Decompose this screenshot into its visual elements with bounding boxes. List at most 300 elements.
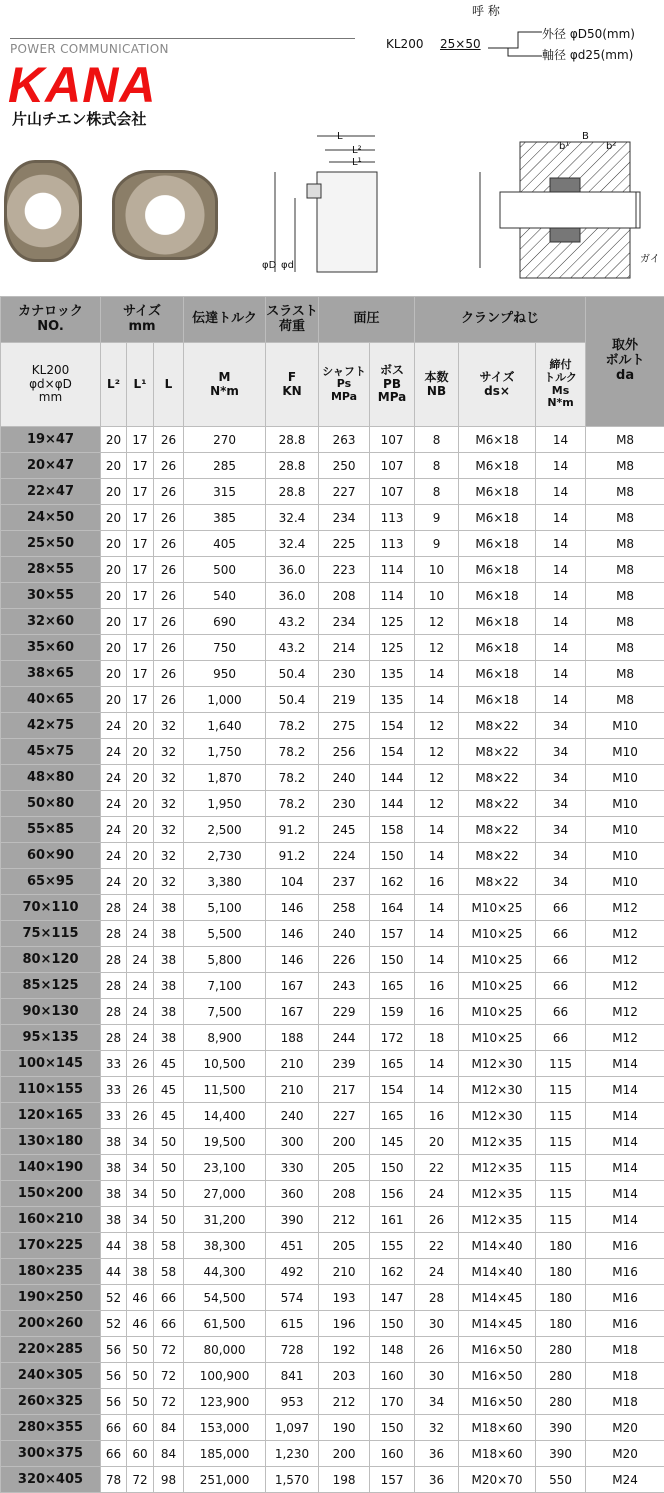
cell-thrust-f: 104 <box>266 869 319 895</box>
cell-thrust-f: 28.8 <box>266 479 319 505</box>
cell-l1: 20 <box>127 739 154 765</box>
table-row <box>1 1337 664 1363</box>
cell-pressure-pb: 107 <box>370 453 415 479</box>
cell-screw-count: 12 <box>415 791 459 817</box>
cell-l: 45 <box>154 1051 184 1077</box>
cell-torque-m: 950 <box>184 661 266 687</box>
cell-tightening-torque: 14 <box>536 531 586 557</box>
cell-pressure-pb: 113 <box>370 531 415 557</box>
cell-thrust-f: 728 <box>266 1337 319 1363</box>
cell-torque-m: 19,500 <box>184 1129 266 1155</box>
cell-pressure-pb: 165 <box>370 1051 415 1077</box>
cell-l2: 20 <box>101 609 127 635</box>
cell-kanalock-no: 80×120 <box>1 947 101 973</box>
cell-screw-size: M16×50 <box>459 1337 536 1363</box>
cell-l: 45 <box>154 1103 184 1129</box>
cell-kanalock-no: 220×285 <box>1 1337 101 1363</box>
cell-l1: 46 <box>127 1285 154 1311</box>
cell-l2: 24 <box>101 869 127 895</box>
cell-pressure-ps: 190 <box>319 1415 370 1441</box>
cell-tightening-torque: 66 <box>536 895 586 921</box>
cell-kanalock-no: 100×145 <box>1 1051 101 1077</box>
cell-l2: 38 <box>101 1129 127 1155</box>
cell-l: 32 <box>154 817 184 843</box>
cell-tightening-torque: 115 <box>536 1129 586 1155</box>
product-photo-front <box>4 160 82 262</box>
cell-removal-bolt: M14 <box>586 1181 664 1207</box>
cell-pressure-pb: 157 <box>370 921 415 947</box>
cell-screw-size: M14×45 <box>459 1285 536 1311</box>
cell-thrust-f: 28.8 <box>266 427 319 453</box>
cell-l2: 38 <box>101 1207 127 1233</box>
cell-l: 26 <box>154 609 184 635</box>
cell-l: 50 <box>154 1155 184 1181</box>
cell-screw-count: 20 <box>415 1129 459 1155</box>
table-row <box>1 1389 664 1415</box>
cell-screw-count: 16 <box>415 869 459 895</box>
cell-kanalock-no: 95×135 <box>1 1025 101 1051</box>
col-kanalock-no: カナロック NO. <box>1 297 101 343</box>
cell-pressure-ps: 196 <box>319 1311 370 1337</box>
cell-screw-size: M12×30 <box>459 1051 536 1077</box>
cell-screw-size: M18×60 <box>459 1441 536 1467</box>
cell-torque-m: 750 <box>184 635 266 661</box>
cell-thrust-f: 50.4 <box>266 661 319 687</box>
cell-kanalock-no: 240×305 <box>1 1363 101 1389</box>
cell-tightening-torque: 280 <box>536 1337 586 1363</box>
cell-kanalock-no: 130×180 <box>1 1129 101 1155</box>
cell-pressure-ps: 205 <box>319 1155 370 1181</box>
cell-torque-m: 1,870 <box>184 765 266 791</box>
cell-kanalock-no: 200×260 <box>1 1311 101 1337</box>
cell-torque-m: 44,300 <box>184 1259 266 1285</box>
cell-screw-size: M6×18 <box>459 479 536 505</box>
cell-thrust-f: 492 <box>266 1259 319 1285</box>
cell-removal-bolt: M14 <box>586 1051 664 1077</box>
cell-screw-count: 16 <box>415 999 459 1025</box>
cell-l1: 24 <box>127 999 154 1025</box>
cell-kanalock-no: 28×55 <box>1 557 101 583</box>
cell-l2: 20 <box>101 427 127 453</box>
cell-thrust-f: 240 <box>266 1103 319 1129</box>
cell-l2: 66 <box>101 1441 127 1467</box>
col-thrust: スラスト 荷重 <box>266 297 319 343</box>
cell-l2: 33 <box>101 1051 127 1077</box>
cell-screw-count: 28 <box>415 1285 459 1311</box>
cell-l: 58 <box>154 1233 184 1259</box>
cell-screw-count: 18 <box>415 1025 459 1051</box>
cell-pressure-pb: 125 <box>370 635 415 661</box>
cell-l1: 24 <box>127 947 154 973</box>
cell-l2: 56 <box>101 1389 127 1415</box>
cell-pressure-pb: 164 <box>370 895 415 921</box>
brand-logo: KANA <box>8 56 156 114</box>
cell-tightening-torque: 34 <box>536 843 586 869</box>
cell-kanalock-no: 55×85 <box>1 817 101 843</box>
cell-l1: 34 <box>127 1207 154 1233</box>
cell-removal-bolt: M14 <box>586 1103 664 1129</box>
cell-pressure-pb: 154 <box>370 1077 415 1103</box>
cell-pressure-pb: 159 <box>370 999 415 1025</box>
nominal-dimension: 25×50 <box>440 37 481 51</box>
cell-removal-bolt: M16 <box>586 1233 664 1259</box>
table-row <box>1 1077 664 1103</box>
cell-screw-size: M10×25 <box>459 999 536 1025</box>
cell-l1: 46 <box>127 1311 154 1337</box>
cell-l: 26 <box>154 479 184 505</box>
cell-pressure-ps: 229 <box>319 999 370 1025</box>
cell-thrust-f: 188 <box>266 1025 319 1051</box>
cell-l1: 17 <box>127 453 154 479</box>
cell-pressure-pb: 150 <box>370 1415 415 1441</box>
cell-screw-count: 9 <box>415 505 459 531</box>
cell-tightening-torque: 14 <box>536 479 586 505</box>
cell-pressure-pb: 158 <box>370 817 415 843</box>
table-row <box>1 1311 664 1337</box>
cell-pressure-pb: 144 <box>370 791 415 817</box>
cell-l: 84 <box>154 1415 184 1441</box>
cell-screw-size: M8×22 <box>459 739 536 765</box>
cell-pressure-ps: 230 <box>319 791 370 817</box>
cell-tightening-torque: 14 <box>536 609 586 635</box>
cell-pressure-ps: 227 <box>319 479 370 505</box>
cell-pressure-pb: 113 <box>370 505 415 531</box>
cell-kanalock-no: 50×80 <box>1 791 101 817</box>
cell-l1: 20 <box>127 869 154 895</box>
cell-screw-count: 8 <box>415 427 459 453</box>
cell-screw-size: M8×22 <box>459 765 536 791</box>
cell-l: 38 <box>154 895 184 921</box>
cell-pressure-ps: 203 <box>319 1363 370 1389</box>
cell-l2: 20 <box>101 635 127 661</box>
cell-pressure-ps: 230 <box>319 661 370 687</box>
cell-thrust-f: 146 <box>266 895 319 921</box>
cell-removal-bolt: M8 <box>586 583 664 609</box>
cell-pressure-ps: 275 <box>319 713 370 739</box>
cell-l2: 20 <box>101 661 127 687</box>
cell-pressure-ps: 223 <box>319 557 370 583</box>
cell-screw-size: M8×22 <box>459 713 536 739</box>
cell-l2: 20 <box>101 479 127 505</box>
cell-pressure-ps: 244 <box>319 1025 370 1051</box>
cell-l2: 24 <box>101 791 127 817</box>
cell-pressure-pb: 155 <box>370 1233 415 1259</box>
cell-l1: 26 <box>127 1103 154 1129</box>
cell-tightening-torque: 66 <box>536 999 586 1025</box>
cell-kanalock-no: 60×90 <box>1 843 101 869</box>
cell-thrust-f: 50.4 <box>266 687 319 713</box>
cell-kanalock-no: 20×47 <box>1 453 101 479</box>
cell-thrust-f: 28.8 <box>266 453 319 479</box>
cell-l1: 17 <box>127 609 154 635</box>
cell-kanalock-no: 25×50 <box>1 531 101 557</box>
cell-screw-count: 26 <box>415 1207 459 1233</box>
nominal-shaft-diameter: 軸径 φd25(mm) <box>542 46 633 63</box>
cell-torque-m: 1,000 <box>184 687 266 713</box>
cell-pressure-ps: 219 <box>319 687 370 713</box>
cell-tightening-torque: 14 <box>536 635 586 661</box>
table-row <box>1 557 664 583</box>
cell-screw-size: M6×18 <box>459 427 536 453</box>
cell-pressure-pb: 165 <box>370 973 415 999</box>
col-clamp-screw: クランプねじ <box>415 297 586 343</box>
cell-thrust-f: 1,097 <box>266 1415 319 1441</box>
cell-torque-m: 285 <box>184 453 266 479</box>
cell-kanalock-no: 70×110 <box>1 895 101 921</box>
cell-thrust-f: 210 <box>266 1077 319 1103</box>
cell-pressure-pb: 165 <box>370 1103 415 1129</box>
cell-l: 32 <box>154 843 184 869</box>
cell-removal-bolt: M16 <box>586 1285 664 1311</box>
cell-pressure-pb: 160 <box>370 1363 415 1389</box>
cell-l1: 50 <box>127 1363 154 1389</box>
cell-pressure-pb: 162 <box>370 1259 415 1285</box>
cell-thrust-f: 146 <box>266 947 319 973</box>
cell-pressure-ps: 214 <box>319 635 370 661</box>
table-row <box>1 1207 664 1233</box>
cell-l: 32 <box>154 713 184 739</box>
cell-removal-bolt: M10 <box>586 843 664 869</box>
cell-pressure-ps: 240 <box>319 921 370 947</box>
cell-thrust-f: 78.2 <box>266 713 319 739</box>
cell-torque-m: 61,500 <box>184 1311 266 1337</box>
cell-l2: 24 <box>101 765 127 791</box>
cell-thrust-f: 91.2 <box>266 817 319 843</box>
cell-thrust-f: 43.2 <box>266 635 319 661</box>
cell-screw-size: M8×22 <box>459 869 536 895</box>
cell-pressure-ps: 210 <box>319 1259 370 1285</box>
cell-pressure-ps: 225 <box>319 531 370 557</box>
cell-torque-m: 540 <box>184 583 266 609</box>
cell-screw-size: M10×25 <box>459 921 536 947</box>
cell-screw-count: 14 <box>415 817 459 843</box>
table-row <box>1 583 664 609</box>
cell-pressure-pb: 145 <box>370 1129 415 1155</box>
table-row <box>1 1415 664 1441</box>
cell-kanalock-no: 90×130 <box>1 999 101 1025</box>
cell-removal-bolt: M8 <box>586 661 664 687</box>
cell-kanalock-no: 120×165 <box>1 1103 101 1129</box>
cell-l1: 17 <box>127 661 154 687</box>
cell-removal-bolt: M8 <box>586 609 664 635</box>
cell-l1: 26 <box>127 1077 154 1103</box>
cell-l: 84 <box>154 1441 184 1467</box>
cell-thrust-f: 1,230 <box>266 1441 319 1467</box>
cell-l2: 20 <box>101 583 127 609</box>
cell-l: 58 <box>154 1259 184 1285</box>
cell-l: 26 <box>154 427 184 453</box>
cell-pressure-ps: 212 <box>319 1389 370 1415</box>
cell-screw-size: M10×25 <box>459 973 536 999</box>
cell-screw-size: M12×30 <box>459 1077 536 1103</box>
cell-removal-bolt: M18 <box>586 1363 664 1389</box>
cell-tightening-torque: 115 <box>536 1181 586 1207</box>
cell-screw-count: 9 <box>415 531 459 557</box>
cell-tightening-torque: 66 <box>536 973 586 999</box>
cell-pressure-ps: 256 <box>319 739 370 765</box>
cell-pressure-pb: 150 <box>370 1311 415 1337</box>
cell-kanalock-no: 180×235 <box>1 1259 101 1285</box>
cell-screw-count: 14 <box>415 843 459 869</box>
cell-l2: 66 <box>101 1415 127 1441</box>
table-row <box>1 869 664 895</box>
cell-torque-m: 80,000 <box>184 1337 266 1363</box>
cell-l1: 50 <box>127 1389 154 1415</box>
cell-torque-m: 385 <box>184 505 266 531</box>
cell-torque-m: 5,100 <box>184 895 266 921</box>
cell-tightening-torque: 14 <box>536 427 586 453</box>
cell-l2: 20 <box>101 687 127 713</box>
cell-thrust-f: 167 <box>266 973 319 999</box>
cell-screw-size: M8×22 <box>459 791 536 817</box>
sub-ps: シャフト Ps MPa <box>319 343 370 427</box>
cell-pressure-pb: 157 <box>370 1467 415 1493</box>
cell-pressure-pb: 150 <box>370 1155 415 1181</box>
cell-screw-count: 16 <box>415 973 459 999</box>
cell-kanalock-no: 190×250 <box>1 1285 101 1311</box>
cell-kanalock-no: 170×225 <box>1 1233 101 1259</box>
table-row <box>1 1051 664 1077</box>
cell-torque-m: 11,500 <box>184 1077 266 1103</box>
cell-screw-size: M12×35 <box>459 1155 536 1181</box>
table-row <box>1 1259 664 1285</box>
cell-l2: 33 <box>101 1103 127 1129</box>
cell-l: 45 <box>154 1077 184 1103</box>
cell-removal-bolt: M14 <box>586 1077 664 1103</box>
cell-screw-size: M6×18 <box>459 505 536 531</box>
spec-table-container <box>0 296 664 1493</box>
cell-removal-bolt: M14 <box>586 1207 664 1233</box>
cell-removal-bolt: M20 <box>586 1415 664 1441</box>
cell-screw-count: 14 <box>415 1077 459 1103</box>
cell-screw-size: M6×18 <box>459 557 536 583</box>
cell-torque-m: 153,000 <box>184 1415 266 1441</box>
cell-l: 38 <box>154 973 184 999</box>
cell-l2: 44 <box>101 1259 127 1285</box>
cell-pressure-ps: 234 <box>319 505 370 531</box>
cell-pressure-pb: 154 <box>370 713 415 739</box>
cell-l: 32 <box>154 869 184 895</box>
cell-kanalock-no: 32×60 <box>1 609 101 635</box>
cell-screw-count: 24 <box>415 1259 459 1285</box>
cell-l1: 38 <box>127 1233 154 1259</box>
cell-pressure-ps: 198 <box>319 1467 370 1493</box>
cell-l: 26 <box>154 661 184 687</box>
cell-removal-bolt: M18 <box>586 1389 664 1415</box>
cell-pressure-pb: 150 <box>370 843 415 869</box>
cell-kanalock-no: 260×325 <box>1 1389 101 1415</box>
cell-kanalock-no: 75×115 <box>1 921 101 947</box>
cell-l1: 24 <box>127 921 154 947</box>
cell-removal-bolt: M10 <box>586 739 664 765</box>
logo-divider <box>10 38 355 39</box>
cell-torque-m: 8,900 <box>184 1025 266 1051</box>
cell-l1: 17 <box>127 635 154 661</box>
cell-removal-bolt: M8 <box>586 531 664 557</box>
cell-l1: 20 <box>127 765 154 791</box>
table-row <box>1 505 664 531</box>
cell-kanalock-no: 48×80 <box>1 765 101 791</box>
cell-pressure-ps: 227 <box>319 1103 370 1129</box>
cell-removal-bolt: M8 <box>586 635 664 661</box>
cell-l: 38 <box>154 1025 184 1051</box>
cell-kanalock-no: 280×355 <box>1 1415 101 1441</box>
cell-pressure-pb: 154 <box>370 739 415 765</box>
cell-tightening-torque: 14 <box>536 557 586 583</box>
sub-pb: ボス PB MPa <box>370 343 415 427</box>
cell-screw-count: 22 <box>415 1233 459 1259</box>
cell-tightening-torque: 66 <box>536 921 586 947</box>
cell-torque-m: 14,400 <box>184 1103 266 1129</box>
cell-l1: 17 <box>127 583 154 609</box>
cell-tightening-torque: 280 <box>536 1389 586 1415</box>
cell-pressure-ps: 240 <box>319 765 370 791</box>
cell-pressure-ps: 250 <box>319 453 370 479</box>
cell-thrust-f: 91.2 <box>266 843 319 869</box>
cell-tightening-torque: 550 <box>536 1467 586 1493</box>
cell-pressure-ps: 245 <box>319 817 370 843</box>
cell-l: 32 <box>154 739 184 765</box>
cell-pressure-pb: 135 <box>370 687 415 713</box>
sub-l: L <box>154 343 184 427</box>
cell-screw-size: M12×35 <box>459 1181 536 1207</box>
cell-l1: 17 <box>127 505 154 531</box>
cell-screw-count: 8 <box>415 453 459 479</box>
cell-screw-size: M10×25 <box>459 947 536 973</box>
cell-tightening-torque: 34 <box>536 739 586 765</box>
cell-kanalock-no: 22×47 <box>1 479 101 505</box>
cell-l2: 28 <box>101 947 127 973</box>
cell-torque-m: 405 <box>184 531 266 557</box>
brand-company: 片山チエン株式会社 <box>12 108 146 129</box>
table-row <box>1 817 664 843</box>
cell-l1: 24 <box>127 895 154 921</box>
cell-screw-count: 12 <box>415 739 459 765</box>
cell-screw-count: 12 <box>415 635 459 661</box>
table-row <box>1 687 664 713</box>
cell-torque-m: 31,200 <box>184 1207 266 1233</box>
cell-removal-bolt: M8 <box>586 479 664 505</box>
cell-thrust-f: 841 <box>266 1363 319 1389</box>
cell-kanalock-no: 45×75 <box>1 739 101 765</box>
cell-thrust-f: 330 <box>266 1155 319 1181</box>
cell-tightening-torque: 34 <box>536 765 586 791</box>
cell-tightening-torque: 14 <box>536 505 586 531</box>
cell-tightening-torque: 14 <box>536 661 586 687</box>
cell-screw-size: M20×70 <box>459 1467 536 1493</box>
cell-screw-count: 14 <box>415 921 459 947</box>
sub-screw-size: サイズ ds× <box>459 343 536 427</box>
cell-l: 26 <box>154 583 184 609</box>
cell-pressure-pb: 170 <box>370 1389 415 1415</box>
cell-torque-m: 2,730 <box>184 843 266 869</box>
table-row <box>1 999 664 1025</box>
cell-pressure-pb: 114 <box>370 583 415 609</box>
cell-removal-bolt: M8 <box>586 557 664 583</box>
cell-torque-m: 315 <box>184 479 266 505</box>
sub-f: F KN <box>266 343 319 427</box>
table-row <box>1 1441 664 1467</box>
cell-removal-bolt: M16 <box>586 1311 664 1337</box>
cell-l2: 20 <box>101 531 127 557</box>
cell-torque-m: 270 <box>184 427 266 453</box>
sub-tightening-torque: 締付 トルク Ms N*m <box>536 343 586 427</box>
cell-thrust-f: 360 <box>266 1181 319 1207</box>
table-row <box>1 661 664 687</box>
table-row <box>1 895 664 921</box>
cell-pressure-pb: 172 <box>370 1025 415 1051</box>
cell-screw-count: 34 <box>415 1389 459 1415</box>
